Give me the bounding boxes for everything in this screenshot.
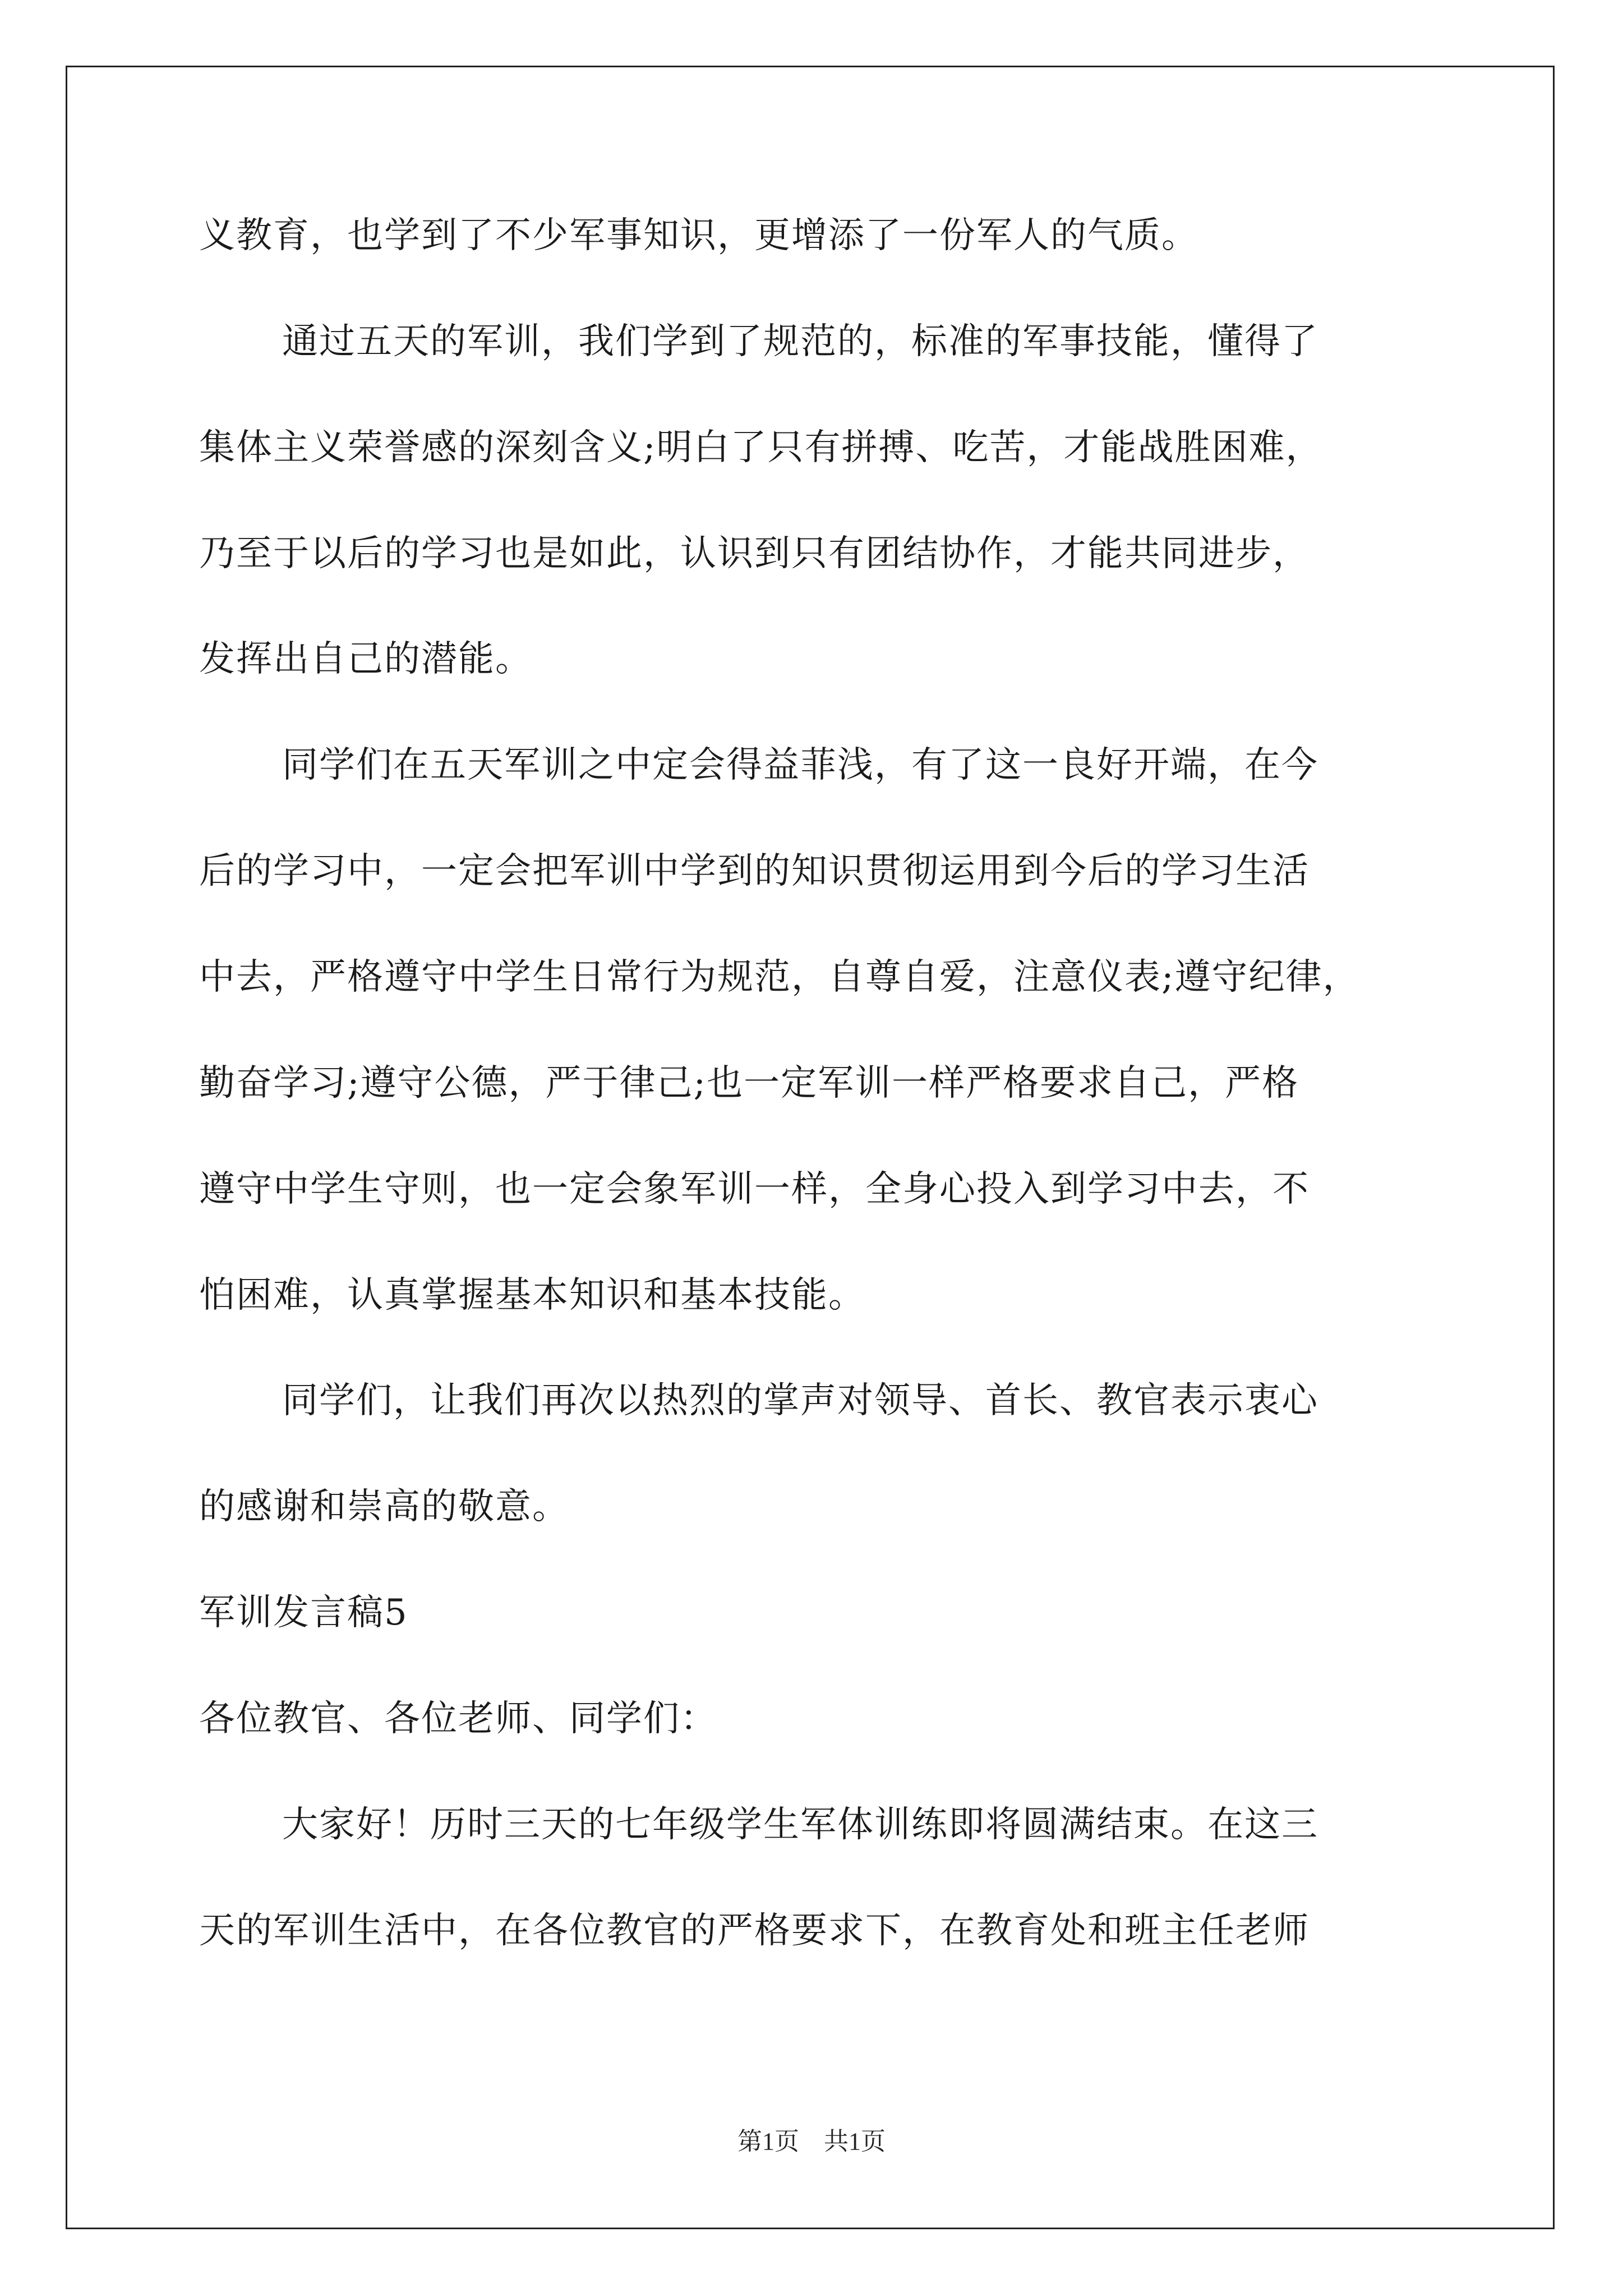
paragraph-first-line: 通过五天的军训，我们学到了规范的，标准的军事技能，懂得了 [282, 321, 1318, 362]
page-number: 第1页 共1页 [737, 2128, 886, 2155]
paragraph-first-line: 同学们在五天军训之中定会得益菲浅，有了这一良好开端，在今 [282, 744, 1318, 786]
text-line: 怕困难，认真掌握基本知识和基本技能。 [199, 1274, 865, 1316]
text-line: 集体主义荣誉感的深刻含义;明白了只有拼搏、吃苦，才能战胜困难， [199, 427, 1323, 468]
paragraph-first-line: 同学们，让我们再次以热烈的掌声对领导、首长、教官表示衷心 [282, 1380, 1318, 1421]
text-line: 勤奋学习;遵守公德，严于律己;也一定军训一样严格要求自己，严格 [199, 1062, 1299, 1104]
salutation: 各位教官、各位老师、同学们： [199, 1698, 717, 1740]
text-line: 的感谢和崇高的敬意。 [199, 1486, 569, 1527]
text-line: 乃至于以后的学习也是如此，认识到只有团结协作，才能共同进步， [199, 533, 1310, 574]
text-line: 遵守中学生守则，也一定会象军训一样，全身心投入到学习中去，不 [199, 1168, 1310, 1210]
text-line: 后的学习中，一定会把军训中学到的知识贯彻运用到今后的学习生活 [199, 850, 1310, 892]
paragraph-first-line: 大家好！历时三天的七年级学生军体训练即将圆满结束。在这三 [282, 1804, 1318, 1846]
text-line: 义教育，也学到了不少军事知识，更增添了一份军人的气质。 [199, 215, 1198, 256]
text-line: 中去，严格遵守中学生日常行为规范，自尊自爱，注意仪表;遵守纪律， [199, 956, 1360, 998]
section-heading: 军训发言稿5 [199, 1592, 408, 1634]
text-line: 发挥出自己的潜能。 [199, 638, 532, 680]
text-line: 天的军训生活中，在各位教官的严格要求下，在教育处和班主任老师 [199, 1910, 1310, 1952]
